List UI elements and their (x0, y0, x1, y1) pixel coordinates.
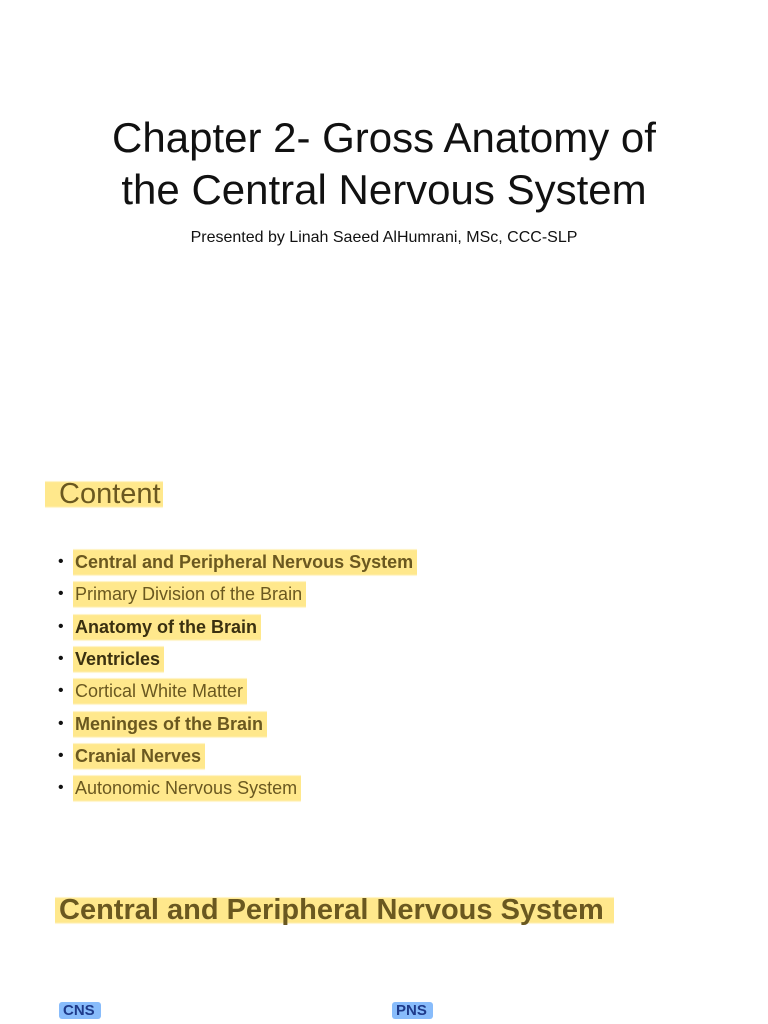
cns-label (59, 1002, 101, 1019)
list-item-label: Primary Division of the Brain (73, 578, 306, 610)
pns-label (392, 1002, 433, 1019)
list-item (58, 675, 417, 707)
cns-label-text: CNS (59, 1002, 101, 1019)
slide-title-line1: Chapter 2- Gross Anatomy of (112, 114, 656, 161)
cpns-heading-text: Central and Peripheral Nervous System (55, 894, 614, 926)
cpns-slide (0, 860, 768, 1024)
list-item (58, 578, 417, 610)
title-slide (0, 0, 768, 420)
list-item-label: Cortical White Matter (73, 675, 247, 707)
bullet-icon: • (58, 650, 64, 668)
bullet-icon: • (58, 553, 64, 571)
content-slide (0, 420, 768, 860)
list-item-label: Autonomic Nervous System (73, 772, 301, 804)
presenter-subtitle: Presented by Linah Saeed AlHumrani, MSc, CCC-SLP (190, 229, 578, 246)
list-item-label: Central and Peripheral Nervous System (73, 546, 417, 578)
content-heading-text: Content (45, 478, 163, 510)
pns-label-text: PNS (392, 1002, 433, 1019)
cpns-heading (59, 894, 614, 927)
slide-title-line2: the Central Nervous System (121, 166, 647, 213)
list-item-label: Cranial Nerves (73, 740, 205, 772)
list-item-label: Anatomy of the Brain (73, 611, 261, 643)
bullet-icon: • (58, 714, 64, 732)
bullet-icon: • (58, 779, 64, 797)
list-item (58, 643, 417, 675)
bullet-icon: • (58, 617, 64, 635)
bullet-icon: • (58, 746, 64, 764)
list-item (58, 546, 417, 578)
list-item-label: Ventricles (73, 643, 164, 675)
slide-title (0, 112, 768, 216)
list-item (58, 611, 417, 643)
content-heading (59, 478, 163, 511)
bullet-icon: • (58, 585, 64, 603)
list-item (58, 772, 417, 804)
table-of-contents (58, 546, 417, 804)
bullet-icon: • (58, 682, 64, 700)
list-item (58, 740, 417, 772)
list-item-label: Meninges of the Brain (73, 708, 267, 740)
list-item (58, 707, 417, 739)
